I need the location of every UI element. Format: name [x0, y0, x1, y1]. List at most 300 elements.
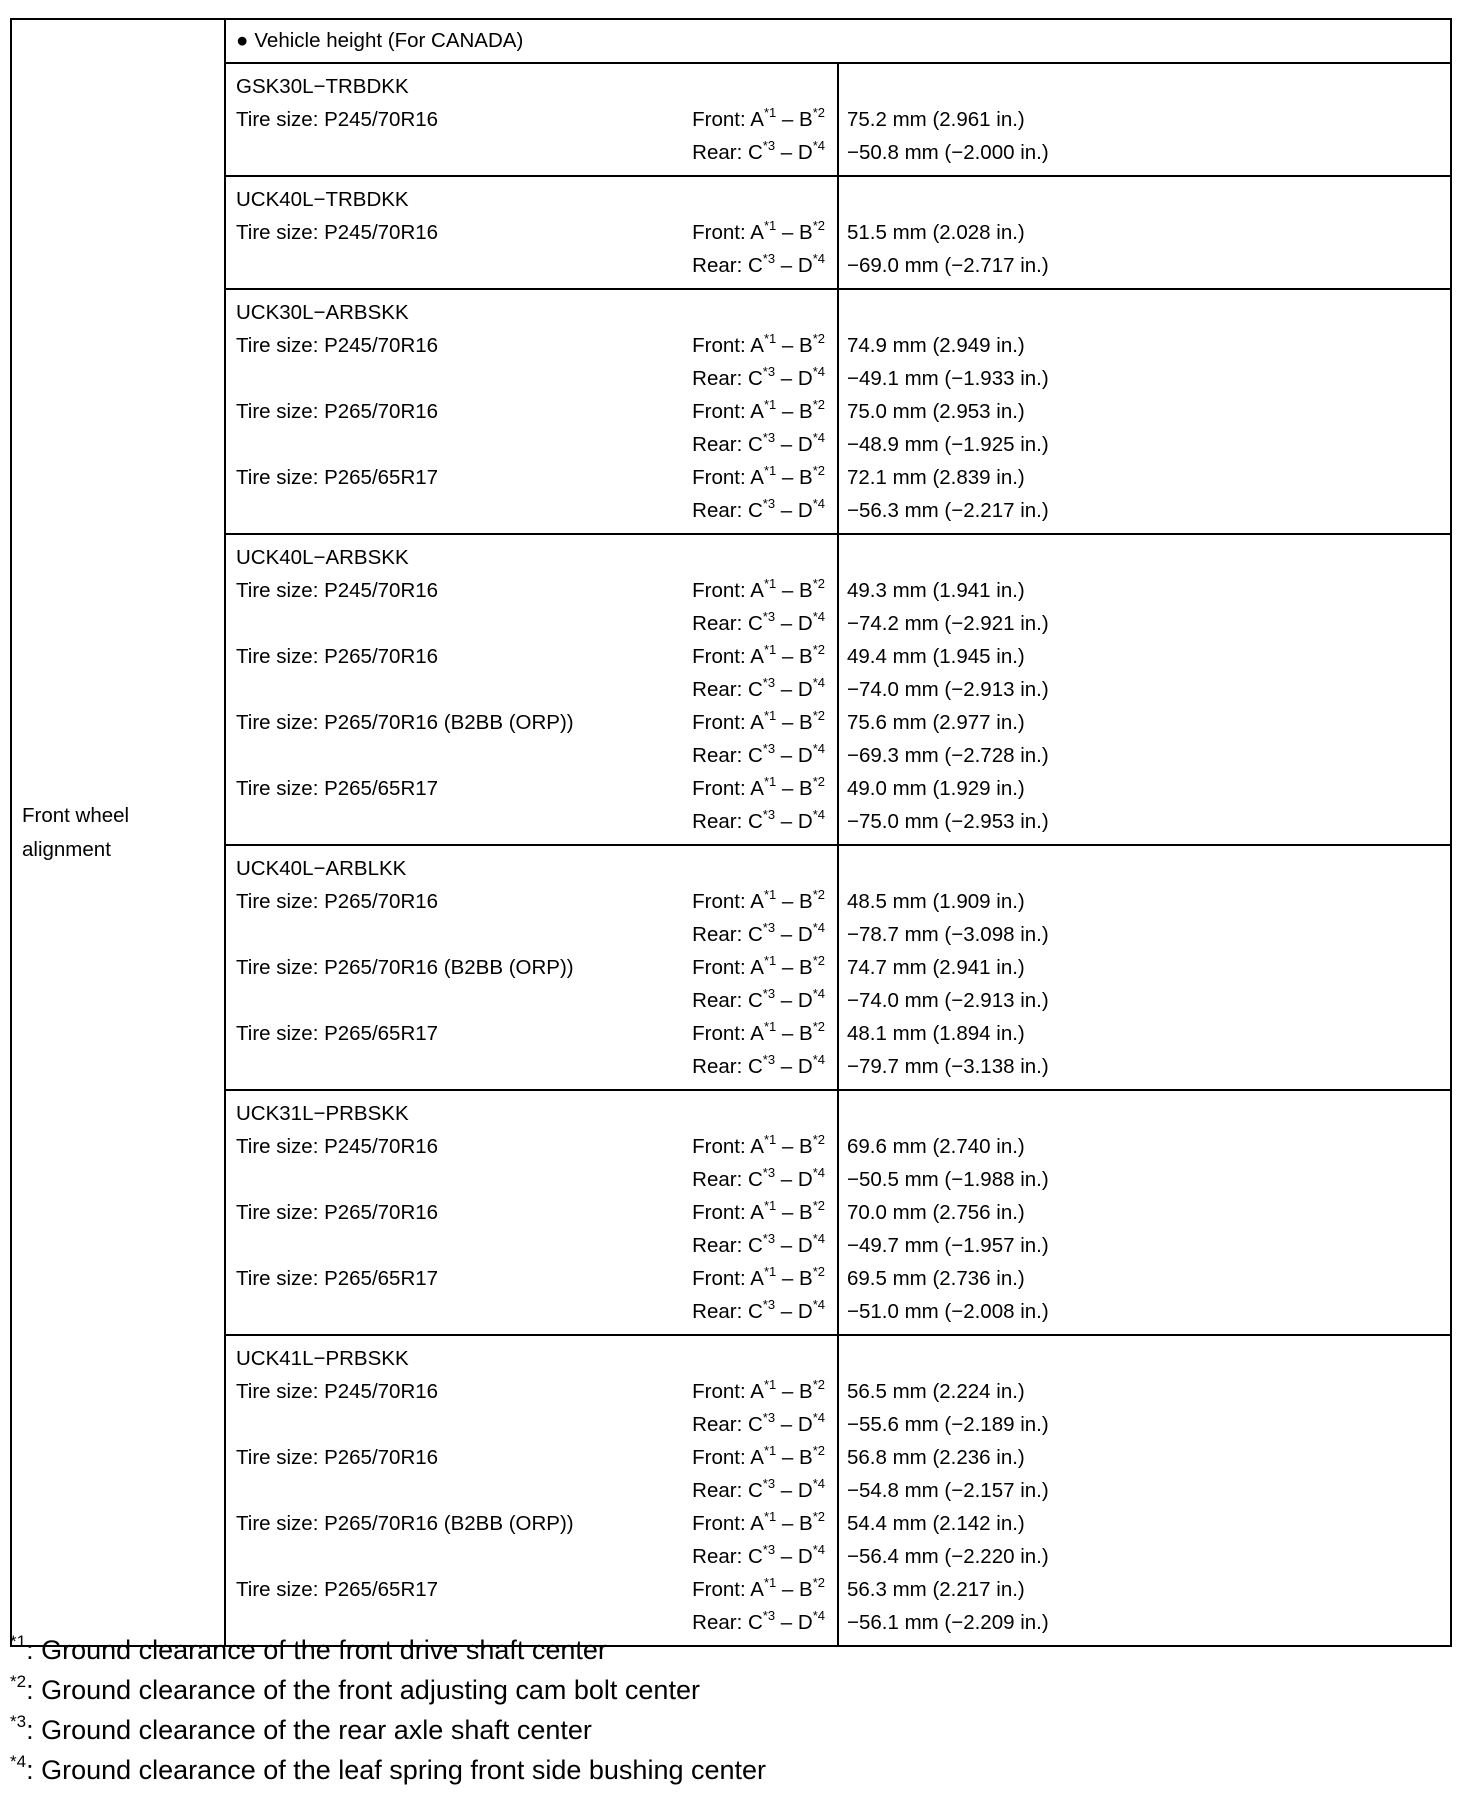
rear-value: −74.0 mm (−2.913 in.): [847, 989, 1049, 1012]
tire-front-line: [226, 1507, 837, 1540]
tire-size: Tire size: P265/70R16: [236, 1446, 439, 1469]
footnote-mark: *4: [10, 1752, 27, 1771]
tire-rear-line: [226, 136, 837, 169]
rear-separator: – D: [775, 810, 813, 833]
model-group-right-block: [839, 535, 1450, 844]
model-group-left-cell: [225, 845, 838, 1090]
front-value: 69.6 mm (2.740 in.): [847, 1135, 1025, 1158]
model-group-right-block: [839, 1091, 1450, 1334]
rear-separator: – D: [775, 612, 813, 635]
front-value: 51.5 mm (2.028 in.): [847, 221, 1025, 244]
front-separator: – B: [776, 1135, 813, 1158]
front-position-label: [692, 329, 825, 362]
rear-position-label: [692, 428, 825, 461]
model-group-left-block: [226, 177, 837, 288]
front-label-text: Front: A: [692, 956, 764, 979]
tire-front-line: [226, 885, 837, 918]
model-code: GSK30L−TRBDKK: [236, 75, 409, 98]
rear-position-label: [692, 673, 825, 706]
footnote-ref-4: *4: [812, 496, 825, 511]
front-position-label: [692, 772, 825, 805]
tire-size: Tire size: P265/70R16: [236, 400, 439, 423]
footnote-ref-4: *4: [812, 609, 825, 624]
footnote-ref-4: *4: [812, 1542, 825, 1557]
tire-front-line: [226, 706, 837, 739]
rear-label-text: Rear: C: [692, 499, 763, 522]
footnote-ref-1: *1: [763, 331, 777, 346]
footnote-text: : Ground clearance of the rear axle shaft center: [26, 1715, 592, 1745]
tire-rear-line: [226, 1163, 837, 1196]
tire-front-line: [226, 1130, 837, 1163]
tire-rear-line: [226, 428, 837, 461]
model-spacer: [839, 296, 1450, 329]
rear-separator: – D: [775, 678, 813, 701]
tire-rear-line: [226, 1540, 837, 1573]
tire-rear-line: [226, 1474, 837, 1507]
front-label-text: Front: A: [692, 645, 764, 668]
tire-size: Tire size: P265/65R17: [236, 1022, 439, 1045]
footnote-ref-4: *4: [812, 1297, 825, 1312]
front-separator: – B: [776, 1022, 813, 1045]
footnote-ref-4: *4: [812, 675, 825, 690]
rear-position-label: [692, 1050, 825, 1083]
tire-front-line: [226, 1262, 837, 1295]
tire-front-line: [226, 1375, 837, 1408]
footnote-ref-4: *4: [812, 138, 825, 153]
footnote-ref-2: *2: [812, 331, 825, 346]
front-value: 56.5 mm (2.224 in.): [847, 1380, 1025, 1403]
footnote-ref-4: *4: [812, 251, 825, 266]
rear-value: −75.0 mm (−2.953 in.): [847, 810, 1049, 833]
footnote-ref-4: *4: [812, 920, 825, 935]
footnote-ref-1: *1: [763, 105, 777, 120]
front-label-text: Front: A: [692, 1201, 764, 1224]
model-spacer: [839, 183, 1450, 216]
tire-rear-line: [226, 673, 837, 706]
footnote-ref-3: *3: [762, 1608, 776, 1623]
rear-value: −50.8 mm (−2.000 in.): [847, 141, 1049, 164]
front-value: 69.5 mm (2.736 in.): [847, 1267, 1025, 1290]
model-group-row: [11, 63, 1451, 176]
rear-separator: – D: [775, 744, 813, 767]
footnote-ref-1: *1: [763, 1132, 777, 1147]
tire-size: Tire size: P265/65R17: [236, 777, 439, 800]
front-value: 75.0 mm (2.953 in.): [847, 400, 1025, 423]
rear-label-text: Rear: C: [692, 1055, 763, 1078]
front-position-label: [692, 706, 825, 739]
front-separator: – B: [776, 890, 813, 913]
footnote-mark: *3: [10, 1712, 27, 1731]
model-spacer: [839, 1342, 1450, 1375]
tire-rear-line: [226, 362, 837, 395]
front-value: 48.5 mm (1.909 in.): [847, 890, 1025, 913]
front-label-text: Front: A: [692, 1446, 764, 1469]
footnote-mark: *2: [10, 1672, 27, 1691]
front-separator: – B: [776, 579, 813, 602]
model-group-right-cell: [838, 1090, 1451, 1335]
footnote-ref-1: *1: [763, 953, 777, 968]
front-position-label: [692, 1196, 825, 1229]
rear-label-text: Rear: C: [692, 141, 763, 164]
front-position-label: [692, 1017, 825, 1050]
model-group-left-cell: [225, 63, 838, 176]
rear-separator: – D: [775, 989, 813, 1012]
footnote-ref-3: *3: [762, 1410, 776, 1425]
footnote-ref-2: *2: [812, 774, 825, 789]
model-code: UCK41L−PRBSKK: [236, 1347, 409, 1370]
rear-separator: – D: [775, 499, 813, 522]
footnote-ref-2: *2: [812, 1377, 825, 1392]
footnote-ref-2: *2: [812, 463, 825, 478]
front-position-label: [692, 216, 825, 249]
front-value: 56.8 mm (2.236 in.): [847, 1446, 1025, 1469]
footnote-ref-2: *2: [812, 708, 825, 723]
model-group-left-block: [226, 535, 837, 844]
footnote-ref-1: *1: [763, 397, 777, 412]
front-position-label: [692, 1441, 825, 1474]
tire-rear-line: [226, 918, 837, 951]
rear-separator: – D: [775, 1413, 813, 1436]
front-label-text: Front: A: [692, 400, 764, 423]
tire-size: Tire size: P265/65R17: [236, 1578, 439, 1601]
rear-label-text: Rear: C: [692, 1168, 763, 1191]
rear-position-label: [692, 1229, 825, 1262]
front-label-text: Front: A: [692, 466, 764, 489]
tire-rear-line: [226, 607, 837, 640]
rear-position-label: [692, 1295, 825, 1328]
front-value: 72.1 mm (2.839 in.): [847, 466, 1025, 489]
front-position-label: [692, 951, 825, 984]
model-group-row: [11, 845, 1451, 1090]
rear-value: −56.1 mm (−2.209 in.): [847, 1611, 1049, 1634]
rear-label-text: Rear: C: [692, 1234, 763, 1257]
front-separator: – B: [776, 956, 813, 979]
front-separator: – B: [776, 221, 813, 244]
front-position-label: [692, 1375, 825, 1408]
tire-rear-line: [226, 494, 837, 527]
model-group-right-block: [839, 1336, 1450, 1645]
front-label-text: Front: A: [692, 1022, 764, 1045]
tire-front-line: [226, 1573, 837, 1606]
footnote-ref-1: *1: [763, 463, 777, 478]
footnote-ref-2: *2: [812, 1019, 825, 1034]
rear-value: −69.3 mm (−2.728 in.): [847, 744, 1049, 767]
rear-separator: – D: [775, 1168, 813, 1191]
front-separator: – B: [776, 108, 813, 131]
rear-separator: – D: [775, 367, 813, 390]
footnote-ref-1: *1: [763, 1264, 777, 1279]
tire-size: Tire size: P245/70R16: [236, 108, 439, 131]
front-value: 74.9 mm (2.949 in.): [847, 334, 1025, 357]
tire-front-line: [226, 1196, 837, 1229]
footnote-ref-4: *4: [812, 1052, 825, 1067]
tire-size: Tire size: P265/70R16 (B2BB (ORP)): [236, 956, 574, 979]
footnote-ref-4: *4: [812, 430, 825, 445]
rear-position-label: [692, 1540, 825, 1573]
footnote-ref-2: *2: [812, 1198, 825, 1213]
front-value: 49.4 mm (1.945 in.): [847, 645, 1025, 668]
rear-position-label: [692, 918, 825, 951]
front-label-text: Front: A: [692, 890, 764, 913]
model-group-left-cell: [225, 176, 838, 289]
rear-position-label: [692, 249, 825, 282]
rear-label-text: Rear: C: [692, 612, 763, 635]
footnote-ref-3: *3: [762, 609, 776, 624]
model-group-right-cell: [838, 845, 1451, 1090]
model-group-row: [11, 534, 1451, 845]
front-label-text: Front: A: [692, 1512, 764, 1535]
footnote-ref-1: *1: [763, 708, 777, 723]
footnote-ref-3: *3: [762, 986, 776, 1001]
tire-front-line: [226, 640, 837, 673]
rear-label-text: Rear: C: [692, 367, 763, 390]
front-position-label: [692, 640, 825, 673]
footnote-ref-1: *1: [763, 642, 777, 657]
rear-value: −56.3 mm (−2.217 in.): [847, 499, 1049, 522]
footnote-ref-2: *2: [812, 1575, 825, 1590]
model-group-left-block: [226, 290, 837, 533]
vehicle-height-spec-table: [10, 18, 1452, 1647]
tire-size: Tire size: P265/65R17: [236, 1267, 439, 1290]
front-separator: – B: [776, 400, 813, 423]
footnote-ref-3: *3: [762, 138, 776, 153]
rear-position-label: [692, 739, 825, 772]
front-value: 74.7 mm (2.941 in.): [847, 956, 1025, 979]
footnote-ref-1: *1: [763, 218, 777, 233]
model-group-right-block: [839, 846, 1450, 1089]
tire-front-line: [226, 103, 837, 136]
rear-separator: – D: [775, 1234, 813, 1257]
front-label-text: Front: A: [692, 334, 764, 357]
footnote-ref-1: *1: [763, 1509, 777, 1524]
footnote-ref-2: *2: [812, 887, 825, 902]
model-code: UCK40L−ARBLKK: [236, 857, 407, 880]
rear-label-text: Rear: C: [692, 923, 763, 946]
rear-value: −49.7 mm (−1.957 in.): [847, 1234, 1049, 1257]
front-label-text: Front: A: [692, 1380, 764, 1403]
tire-size: Tire size: P265/70R16: [236, 890, 439, 913]
front-label-text: Front: A: [692, 108, 764, 131]
footnote-ref-4: *4: [812, 741, 825, 756]
row-label-line2: alignment: [22, 837, 111, 861]
front-position-label: [692, 1130, 825, 1163]
footnote-ref-1: *1: [763, 1019, 777, 1034]
rear-label-text: Rear: C: [692, 1479, 763, 1502]
footnote-ref-3: *3: [762, 496, 776, 511]
front-value: 49.3 mm (1.941 in.): [847, 579, 1025, 602]
tire-size: Tire size: P265/70R16 (B2BB (ORP)): [236, 1512, 574, 1535]
footnote-ref-2: *2: [812, 105, 825, 120]
footnote-ref-2: *2: [812, 953, 825, 968]
model-spacer: [839, 852, 1450, 885]
rear-separator: – D: [775, 1055, 813, 1078]
rear-label-text: Rear: C: [692, 678, 763, 701]
front-position-label: [692, 1507, 825, 1540]
model-group-left-cell: [225, 289, 838, 534]
tire-size: Tire size: P245/70R16: [236, 579, 439, 602]
model-group-right-cell: [838, 176, 1451, 289]
footnote-text: : Ground clearance of the front drive shaft center: [26, 1635, 607, 1665]
footnote-ref-3: *3: [762, 741, 776, 756]
model-group-left-block: [226, 1091, 837, 1334]
rear-value: −74.0 mm (−2.913 in.): [847, 678, 1049, 701]
front-separator: – B: [776, 334, 813, 357]
model-group-right-block: [839, 64, 1450, 175]
rear-separator: – D: [775, 433, 813, 456]
heading-row: [11, 19, 1451, 63]
footnote-ref-1: *1: [763, 1575, 777, 1590]
front-value: 70.0 mm (2.756 in.): [847, 1201, 1025, 1224]
rear-position-label: [692, 362, 825, 395]
model-spacer: [839, 1097, 1450, 1130]
rear-separator: – D: [775, 1611, 813, 1634]
rear-label-text: Rear: C: [692, 254, 763, 277]
model-group-right-cell: [838, 1335, 1451, 1646]
row-label-line1: Front wheel: [22, 803, 130, 827]
rear-separator: – D: [775, 1479, 813, 1502]
tire-front-line: [226, 329, 837, 362]
front-label-text: Front: A: [692, 1267, 764, 1290]
footnote-ref-3: *3: [762, 251, 776, 266]
front-label-text: Front: A: [692, 1578, 764, 1601]
row-label-cell: [11, 19, 225, 1646]
tire-size: Tire size: P265/70R16: [236, 1201, 439, 1224]
footnote-ref-3: *3: [762, 920, 776, 935]
tire-rear-line: [226, 1408, 837, 1441]
tire-rear-line: [226, 1295, 837, 1328]
footnote-ref-3: *3: [762, 1165, 776, 1180]
front-position-label: [692, 103, 825, 136]
tire-size: Tire size: P245/70R16: [236, 334, 439, 357]
footnote-text: : Ground clearance of the front adjusting cam bolt center: [26, 1675, 700, 1705]
front-separator: – B: [776, 1578, 813, 1601]
model-group-row: [11, 289, 1451, 534]
bullet-icon: ●: [236, 29, 249, 52]
footnote-ref-3: *3: [762, 807, 776, 822]
front-value: 48.1 mm (1.894 in.): [847, 1022, 1025, 1045]
tire-front-line: [226, 216, 837, 249]
rear-position-label: [692, 1474, 825, 1507]
front-separator: – B: [776, 1201, 813, 1224]
footnote-ref-2: *2: [812, 397, 825, 412]
rear-label-text: Rear: C: [692, 744, 763, 767]
footnote-ref-4: *4: [812, 807, 825, 822]
rear-position-label: [692, 607, 825, 640]
rear-position-label: [692, 1163, 825, 1196]
model-spacer: [839, 541, 1450, 574]
model-code: UCK40L−ARBSKK: [236, 546, 409, 569]
rear-label-text: Rear: C: [692, 1545, 763, 1568]
front-value: 49.0 mm (1.929 in.): [847, 777, 1025, 800]
model-spacer: [839, 70, 1450, 103]
rear-value: −74.2 mm (−2.921 in.): [847, 612, 1049, 635]
model-code: UCK30L−ARBSKK: [236, 301, 409, 324]
model-code: UCK31L−PRBSKK: [236, 1102, 409, 1125]
footnote-ref-3: *3: [762, 364, 776, 379]
rear-position-label: [692, 805, 825, 838]
footnote-2: [10, 1670, 766, 1710]
rear-value: −48.9 mm (−1.925 in.): [847, 433, 1049, 456]
tire-rear-line: [226, 1050, 837, 1083]
footnote-ref-4: *4: [812, 1410, 825, 1425]
rear-value: −56.4 mm (−2.220 in.): [847, 1545, 1049, 1568]
rear-value: −69.0 mm (−2.717 in.): [847, 254, 1049, 277]
front-position-label: [692, 461, 825, 494]
rear-value: −49.1 mm (−1.933 in.): [847, 367, 1049, 390]
model-group-right-block: [839, 177, 1450, 288]
footnote-1: [10, 1630, 766, 1670]
rear-value: −55.6 mm (−2.189 in.): [847, 1413, 1049, 1436]
model-group-left-block: [226, 846, 837, 1089]
tire-size: Tire size: P265/70R16 (B2BB (ORP)): [236, 711, 574, 734]
rear-label-text: Rear: C: [692, 433, 763, 456]
rear-position-label: [692, 984, 825, 1017]
tire-front-line: [226, 951, 837, 984]
model-group-right-cell: [838, 63, 1451, 176]
model-group-left-cell: [225, 1335, 838, 1646]
front-value: 54.4 mm (2.142 in.): [847, 1512, 1025, 1535]
model-group-right-cell: [838, 534, 1451, 845]
front-position-label: [692, 885, 825, 918]
footnote-mark: *1: [10, 1632, 27, 1651]
tire-rear-line: [226, 805, 837, 838]
rear-label-text: Rear: C: [692, 989, 763, 1012]
footnote-ref-2: *2: [812, 1509, 825, 1524]
tire-size: Tire size: P265/70R16: [236, 645, 439, 668]
front-label-text: Front: A: [692, 1135, 764, 1158]
rear-separator: – D: [775, 1545, 813, 1568]
tire-size: Tire size: P245/70R16: [236, 221, 439, 244]
tire-front-line: [226, 461, 837, 494]
footnote-ref-2: *2: [812, 1132, 825, 1147]
model-group-right-block: [839, 290, 1450, 533]
front-separator: – B: [776, 711, 813, 734]
front-label-text: Front: A: [692, 579, 764, 602]
front-position-label: [692, 574, 825, 607]
footnote-ref-3: *3: [762, 1542, 776, 1557]
model-group-row: [11, 1335, 1451, 1646]
rear-value: −79.7 mm (−3.138 in.): [847, 1055, 1049, 1078]
footnote-text: : Ground clearance of the leaf spring front side bushing center: [26, 1755, 767, 1785]
rear-position-label: [692, 136, 825, 169]
model-group-row: [11, 176, 1451, 289]
footnote-ref-4: *4: [812, 1476, 825, 1491]
footnote-ref-4: *4: [812, 1165, 825, 1180]
footnote-ref-2: *2: [812, 1443, 825, 1458]
front-position-label: [692, 1573, 825, 1606]
model-group-left-cell: [225, 534, 838, 845]
front-label-text: Front: A: [692, 221, 764, 244]
rear-separator: – D: [775, 141, 813, 164]
footnote-ref-3: *3: [762, 430, 776, 445]
front-separator: – B: [776, 1267, 813, 1290]
tire-front-line: [226, 1017, 837, 1050]
footnote-ref-3: *3: [762, 1052, 776, 1067]
model-group-row: [11, 1090, 1451, 1335]
footnote-ref-3: *3: [762, 1297, 776, 1312]
footnote-ref-3: *3: [762, 1231, 776, 1246]
footnote-ref-2: *2: [812, 218, 825, 233]
model-group-left-block: [226, 64, 837, 175]
tire-rear-line: [226, 984, 837, 1017]
rear-separator: – D: [775, 923, 813, 946]
tire-size: Tire size: P245/70R16: [236, 1380, 439, 1403]
footnote-ref-1: *1: [763, 887, 777, 902]
footnote-ref-4: *4: [812, 364, 825, 379]
tire-front-line: [226, 1441, 837, 1474]
footnote-ref-1: *1: [763, 576, 777, 591]
rear-label-text: Rear: C: [692, 1611, 763, 1634]
